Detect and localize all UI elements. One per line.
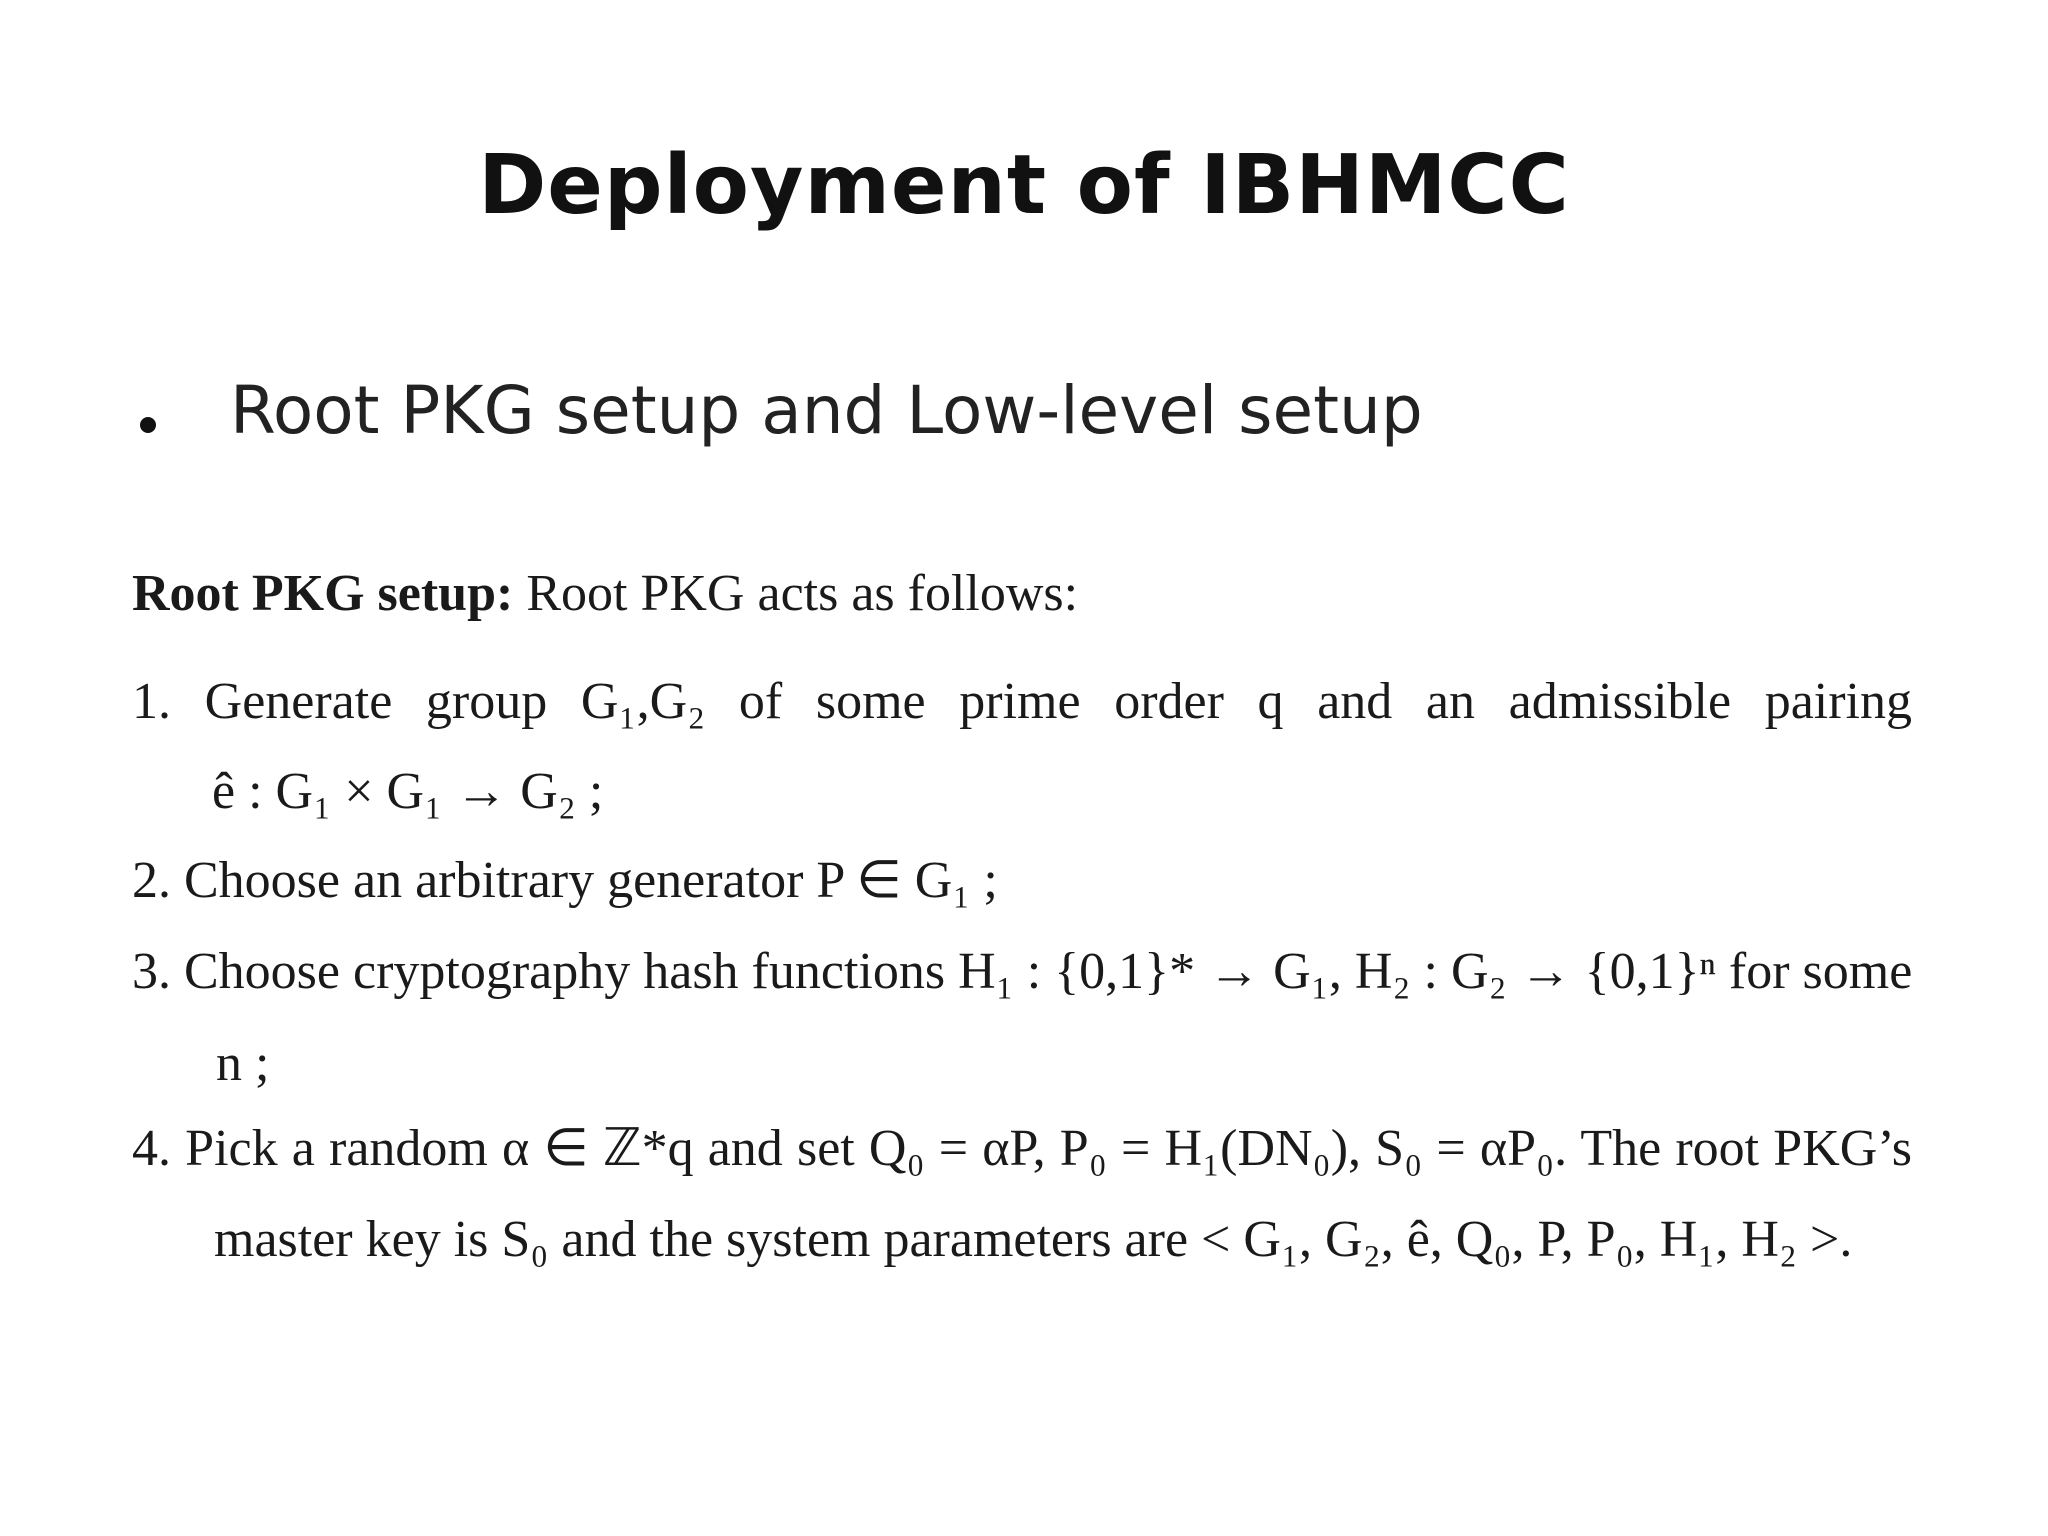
- bullet-dot-icon: [140, 417, 156, 433]
- step-2: 2. Choose an arbitrary generator P ∈ G₁ ;: [132, 852, 998, 909]
- excerpt-heading-bold: Root PKG setup:: [132, 565, 514, 622]
- bullet-item: [140, 372, 1423, 449]
- bullet-text: Root PKG setup and Low-level setup: [230, 372, 1423, 449]
- step-3-line-1: 3. Choose cryptography hash functions H₁ : {0,1}* → G₁, H₂ : G₂ → {0,1}ⁿ for some: [132, 943, 1913, 1000]
- excerpt-heading: [132, 564, 1078, 623]
- slide-title: Deployment of IBHMCC: [478, 138, 1570, 233]
- step-1-line-1: 1. Generate group G₁,G₂ of some prime order q and an admissible pairing: [132, 673, 1912, 730]
- step-4-line-2: master key is S₀ and the system parameters are < G₁, G₂, ê, Q₀, P, P₀, H₁, H₂ >.: [214, 1211, 1853, 1268]
- step-1-line-2: ê : G₁ × G₁ → G₂ ;: [212, 763, 604, 820]
- step-3-line-2: n ;: [216, 1035, 270, 1092]
- excerpt-heading-rest: Root PKG acts as follows:: [513, 565, 1079, 622]
- step-4-line-1: 4. Pick a random α ∈ ℤ*q and set Q₀ = αP, P₀ = H₁(DN₀), S₀ = αP₀. The root PKG’s: [132, 1120, 1912, 1177]
